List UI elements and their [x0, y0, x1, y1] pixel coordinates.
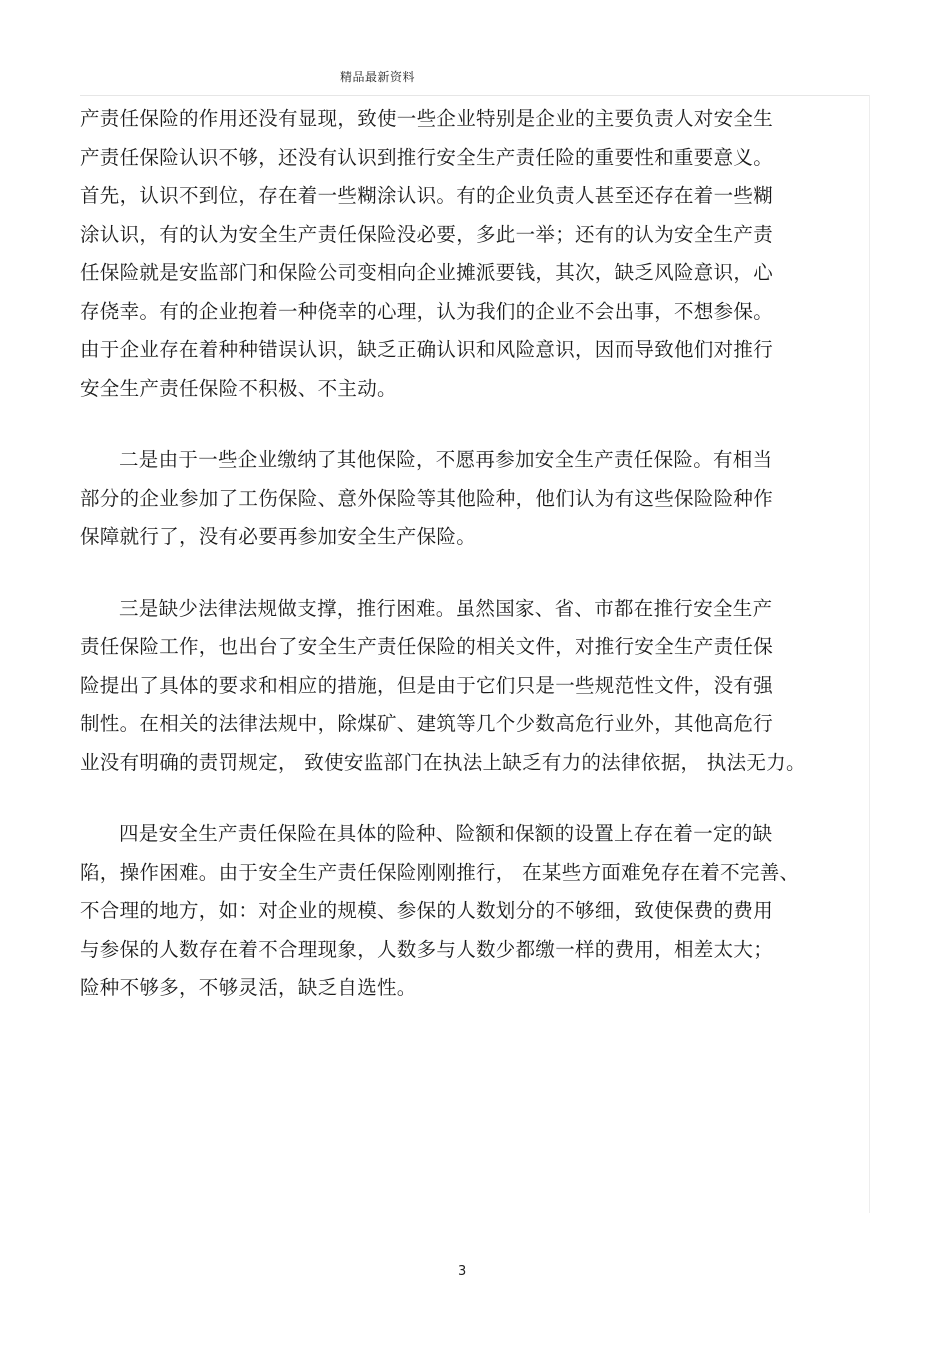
text-line: 陷，操作困难。由于安全生产责任保险刚刚推行， 在某些方面难免存在着不完善、 — [80, 860, 800, 884]
paragraph-1 — [80, 100, 870, 408]
text-line: 责任保险工作，也出台了安全生产责任保险的相关文件，对推行安全生产责任保 — [80, 635, 774, 658]
text-line: 由于企业存在着种种错误认识，缺乏正确认识和风险意识，因而导致他们对推行 — [80, 338, 774, 361]
paragraph-3 — [80, 590, 870, 783]
text-line: 存侥幸。有的企业抱着一种侥幸的心理，认为我们的企业不会出事，不想参保。 — [80, 299, 774, 323]
text-line: 与参保的人数存在着不合理现象，人数多与人数少都缴一样的费用，相差太大； — [80, 937, 774, 961]
text-line: 四是安全生产责任保险在具体的险种、险额和保额的设置上存在着一定的缺 — [119, 822, 773, 845]
paragraph-spacer — [80, 557, 870, 590]
text-line: 任保险就是安监部门和保险公司变相向企业摊派要钱，其次，缺乏风险意识，心 — [80, 261, 774, 284]
paragraph-4 — [80, 815, 870, 1008]
text-line: 三是缺少法律法规做支撑，推行困难。虽然国家、省、市都在推行安全生产 — [119, 596, 773, 620]
page-number: 3 — [458, 1264, 467, 1279]
text-line: 涂认识，有的认为安全生产责任保险没必要，多此一举；还有的认为安全生产责 — [80, 222, 774, 246]
paragraph-spacer — [80, 408, 870, 441]
page-header-label: 精品最新资料 — [340, 70, 416, 84]
text-line: 首先，认识不到位，存在着一些糊涂认识。有的企业负责人甚至还存在着一些糊 — [80, 184, 774, 207]
text-line: 安全生产责任保险不积极、不主动。 — [80, 376, 397, 400]
text-line: 制性。在相关的法律法规中，除煤矿、建筑等几个少数高危行业外，其他高危行 — [80, 712, 774, 735]
text-line: 部分的企业参加了工伤保险、意外保险等其他险种，他们认为有这些保险险种作 — [80, 486, 774, 510]
text-line: 险种不够多，不够灵活，缺乏自选性。 — [80, 976, 417, 999]
text-line: 产责任保险的作用还没有显现，致使一些企业特别是企业的主要负责人对安全生 — [80, 107, 774, 130]
text-line: 保障就行了，没有必要再参加安全生产保险。 — [80, 525, 477, 548]
text-line: 险提出了具体的要求和相应的措施，但是由于它们只是一些规范性文件，没有强 — [80, 673, 774, 697]
header-divider — [80, 95, 870, 96]
paragraph-spacer — [80, 782, 870, 815]
text-line: 产责任保险认识不够，还没有认识到推行安全生产责任险的重要性和重要意义。 — [80, 145, 774, 169]
document-body — [80, 100, 870, 1008]
text-line: 不合理的地方，如：对企业的规模、参保的人数划分的不够细，致使保费的费用 — [80, 899, 774, 922]
paragraph-2 — [80, 441, 870, 557]
text-line: 二是由于一些企业缴纳了其他保险，不愿再参加安全生产责任保险。有相当 — [119, 448, 773, 471]
text-line: 业没有明确的责罚规定， 致使安监部门在执法上缺乏有力的法律依据， 执法无力。 — [80, 750, 806, 774]
